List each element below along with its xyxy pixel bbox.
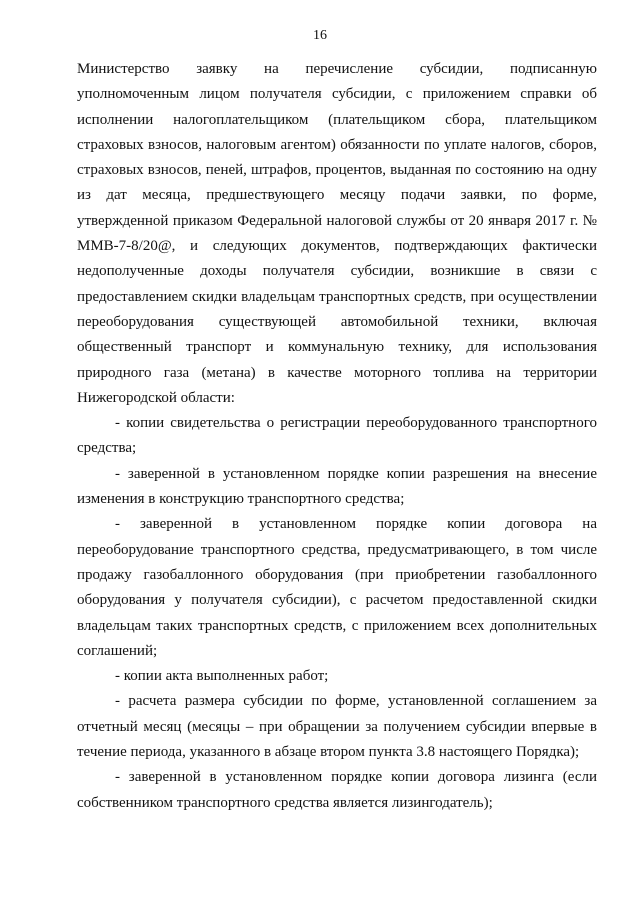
list-item-subsidy-calculation: - расчета размера субсидии по форме, установленной соглашением за отчетный месяц (месяцы – при обращении за получением субсидии впервые в течение периода, указанного в абзаце втором пункта 3.8 настоящего Порядка); bbox=[77, 693, 597, 761]
list-item-design-change-permit: - заверенной в установленном порядке копии разрешения на внесение изменения в конструкцию транспортного средства; bbox=[77, 465, 597, 508]
page-number: 16 bbox=[313, 28, 327, 43]
list-item-conversion-contract: - заверенной в установленном порядке копии договора на переоборудование транспортного средства, предусматривающего, в том числе продажу газобаллонного оборудования (при приобретении газобаллонного оборудования у получателя субсидии), с расчетом предоставленной скидки владельцам таких транспортных средств, с приложением всех дополнительных соглашений; bbox=[77, 516, 597, 659]
list-item-leasing-contract: - заверенной в установленном порядке копии договора лизинга (если собственником транспортного средства является лизингодатель); bbox=[77, 769, 597, 811]
paragraph-continuation: Министерство заявку на перечисление субсидии, подписанную уполномоченным лицом получателя субсидии, с приложением справки об исполнении налогоплательщиком (плательщиком сбора, плательщиком страховых взносов, налоговым агентом) обязанности по уплате налогов, сборов, страховых взносов, пеней, штрафов, процентов, выданная по состоянию на одну из дат месяца, предшествующего месяцу подачи заявки, по форме, утвержденной приказом Федеральной налоговой службы от 20 января 2017 г. № ММВ-7-8/20@, и следующих документов, подтверждающих фактически недополученные доходы получателя субсидии, возникшие в связи с предоставлением скидки владельцам транспортных средств, при осуществлении переоборудования существующей автомобильной техники, включая общественный транспорт и коммунальную технику, для использования природного газа (метана) в качестве моторного топлива на территории Нижегородской области: bbox=[77, 61, 597, 406]
list-item-registration-certificate: - копии свидетельства о регистрации переоборудованного транспортного средства; bbox=[77, 415, 597, 457]
document-body bbox=[77, 57, 597, 816]
list-item-work-acceptance-act: - копии акта выполненных работ; bbox=[115, 668, 329, 685]
